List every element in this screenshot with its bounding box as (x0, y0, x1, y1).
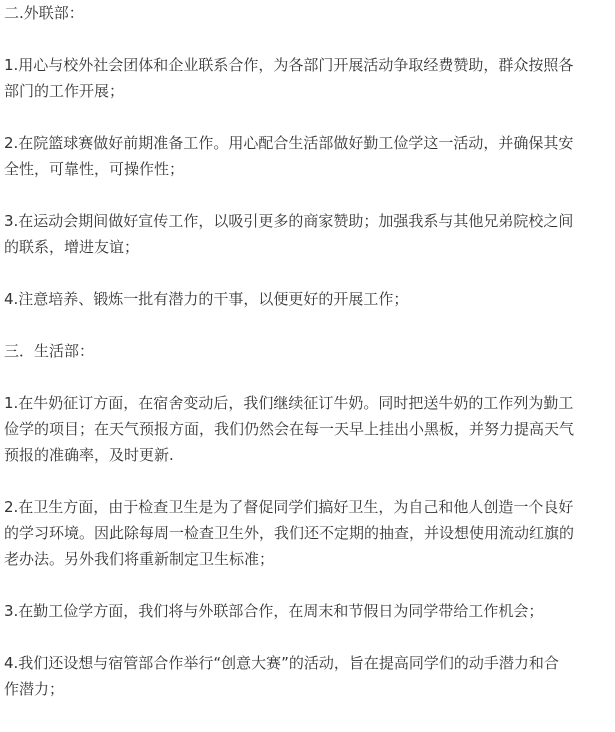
paragraph-gap (4, 260, 611, 286)
paragraph-line: 1.用心与校外社会团体和企业联系合作，为各部门开展活动争取经费赞助，群众按照各 (4, 56, 574, 74)
paragraph-line: 2.在院篮球赛做好前期准备工作。用心配合生活部做好勤工俭学这一活动，并确保其安 (4, 134, 574, 152)
paragraph-line: 预报的准确率，及时更新. (4, 446, 174, 464)
paragraph-gap (4, 182, 611, 208)
paragraph-gap (4, 312, 611, 338)
paragraph-line: 4.我们还设想与宿管部合作举行“创意大赛”的活动，旨在提高同学们的动手潜力和合 (4, 654, 559, 672)
paragraph-gap (4, 468, 611, 494)
paragraph-line: 俭学的项目；在天气预报方面，我们仍然会在每一天早上挂出小黑板，并努力提高天气 (4, 420, 575, 438)
paragraph-line: 的学习环境。因此除每周一检查卫生外，我们还不定期的抽查，并设想使用流动红旗的 (4, 524, 575, 542)
paragraph-line: 的联系，增进友谊； (4, 238, 140, 256)
paragraph-line: 3.在运动会期间做好宣传工作，以吸引更多的商家赞助；加强我系与其他兄弟院校之间 (4, 212, 574, 230)
paragraph-line: 全性，可靠性，可操作性； (4, 160, 185, 178)
paragraph-line: 部门的工作开展； (4, 82, 125, 100)
paragraph-line: 4.注意培养、锻炼一批有潜力的干事，以便更好的开展工作； (4, 290, 409, 308)
paragraph-line: 1.在牛奶征订方面，在宿舍变动后，我们继续征订牛奶。同时把送牛奶的工作列为勤工 (4, 394, 574, 412)
paragraph-line: 老办法。另外我们将重新制定卫生标准； (4, 550, 275, 568)
paragraph-line: 3.在勤工俭学方面，我们将与外联部合作，在周末和节假日为同学带给工作机会； (4, 602, 544, 620)
section-heading: 三．生活部： (4, 342, 95, 360)
paragraph-line: 2.在卫生方面，由于检查卫生是为了督促同学们搞好卫生，为自己和他人创造一个良好 (4, 498, 574, 516)
paragraph-gap (4, 572, 611, 598)
paragraph-line: 作潜力； (4, 680, 65, 698)
section-heading: 二.外联部： (4, 4, 84, 22)
paragraph-gap (4, 364, 611, 390)
paragraph-gap (4, 26, 611, 52)
paragraph-gap (4, 104, 611, 130)
paragraph-gap (4, 624, 611, 650)
